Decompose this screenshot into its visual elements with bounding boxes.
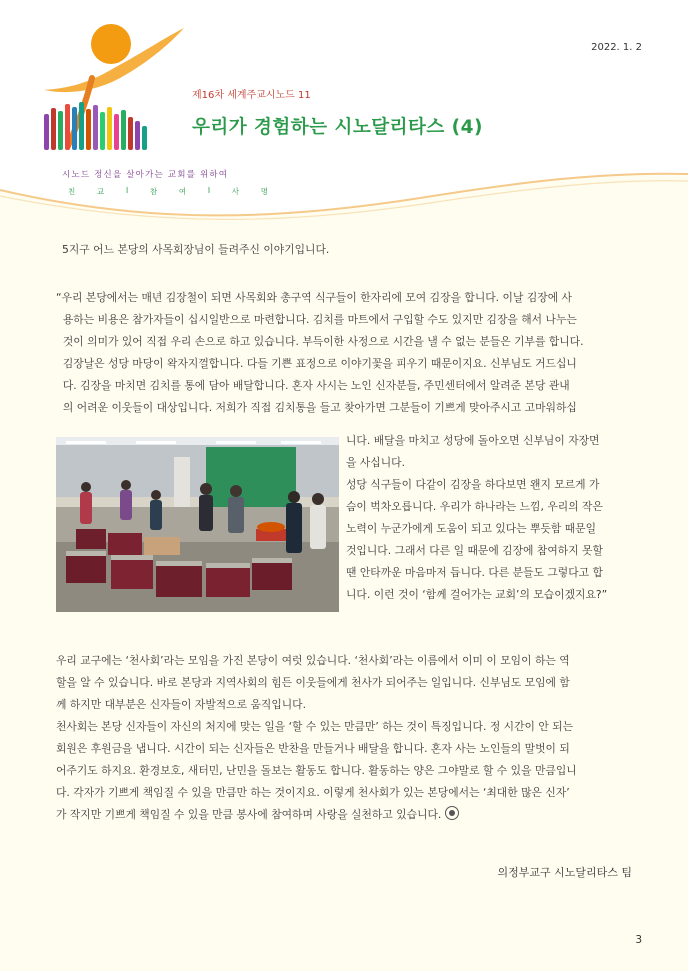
text-line: 성당 식구들이 다같이 김장을 하다보면 왠지 모르게 가: [346, 478, 600, 491]
text-line: 어주기도 하지요. 환경보호, 새터민, 난민을 돌보는 활동도 합니다. 활동하는 양은 그야말로 할 수 있을 만큼입니: [56, 764, 577, 777]
text-line: 땐 안타까운 마음마저 듭니다. 다른 분들도 그렇다고 합: [346, 566, 603, 579]
text-line: 천사회는 본당 신자들이 자신의 처지에 맞는 일을 ‘할 수 있는 만큼만’ 하는 것이 특징입니다. 정 시간이 안 되는: [56, 720, 574, 733]
text-line: 것이 의미가 있어 직접 우리 손으로 하고 있습니다. 부득이한 사정으로 시간을 낼 수 없는 분들은 기부를 합니다.: [56, 335, 584, 348]
text-line: 다. 김장을 마치면 김치를 통에 담아 배달합니다. 혼자 사시는 노인 신자분들, 주민센터에서 알려준 본당 관내: [56, 379, 570, 392]
keyword-divider: I: [207, 186, 211, 195]
text-line: 니다. 이런 것이 ‘함께 걸어가는 교회’의 모습이겠지요?”: [346, 588, 608, 601]
testimony-quote-side: [346, 430, 607, 606]
series-label: 제16차 세계주교시노드 11: [192, 90, 311, 101]
keyword-char: 참: [149, 187, 158, 196]
intro-paragraph: 5지구 어느 본당의 사목회장님이 들려주신 이야기입니다.: [62, 243, 330, 256]
text-line: 용하는 비용은 참가자들이 십시일반으로 마련합니다. 김치를 마트에서 구입할 수도 있지만 김장을 해서 나누는: [56, 313, 577, 326]
page-number: 3: [635, 934, 642, 946]
text-line: 니다. 배달을 마치고 성당에 돌아오면 신부님이 자장면: [346, 434, 600, 447]
text-line: 을 사십니다.: [346, 456, 406, 469]
end-mark-icon: [445, 806, 459, 820]
text-line-last: [56, 804, 577, 826]
page-header: [0, 0, 688, 215]
keyword-divider: I: [125, 186, 129, 195]
text-line: 노력이 누군가에게 도움이 되고 있다는 뿌듯함 때문일: [346, 522, 597, 535]
text-line: 할을 알 수 있습니다. 바로 본당과 지역사회의 힘든 이웃들에게 천사가 되어주는 일입니다. 신부님도 모임에 함: [56, 676, 570, 689]
testimony-quote-top: [56, 287, 584, 419]
keyword-char: 명: [260, 187, 268, 196]
text-line: 것입니다. 그래서 다른 일 때문에 김장에 참여하지 못할: [346, 544, 603, 557]
keyword-char: 친: [68, 187, 76, 196]
issue-date: 2022. 1. 2: [591, 42, 642, 53]
synod-slogan: 시노드 정신을 살아가는 교회를 위하여: [62, 170, 229, 180]
text-line: 다. 각자가 기쁘게 책임질 수 있을 만큼만 하는 것이지요. 이렇게 천사회가 있는 본당에서는 ‘최대한 많은 신자’: [56, 786, 570, 799]
author-signature: 의정부교구 시노달리타스 팀: [497, 866, 632, 879]
text-line: 의 어려운 이웃들이 대상입니다. 저희가 직접 김치통을 들고 찾아가면 그분들이 기쁘게 맞아주시고 고마워하십: [56, 401, 577, 414]
cheonsahoe-paragraph: [56, 650, 577, 826]
text-line: 우리 교구에는 ‘천사회’라는 모임을 가진 본당이 여럿 있습니다. ‘천사회’라는 이름에서 이미 이 모임이 하는 역: [56, 654, 570, 667]
keyword-char: 교: [96, 187, 105, 196]
keyword-char: 사: [231, 187, 239, 196]
synod-keywords: [68, 186, 268, 197]
text-line: 께 하지만 대부분은 신자들이 자발적으로 움직입니다.: [56, 698, 307, 711]
text-line: 슴이 벅차오릅니다. 우리가 하나라는 느낌, 우리의 작은: [346, 500, 603, 513]
keyword-char: 여: [178, 187, 187, 196]
text-line: 가 작지만 기쁘게 책임질 수 있을 만큼 봉사에 참여하며 사랑을 실천하고 있습니다.: [56, 808, 442, 821]
synod-logo: [34, 18, 194, 163]
text-line: 회원은 후원금을 냅니다. 시간이 되는 신자들은 반찬을 만들거나 배달을 합니다. 혼자 사는 노인들의 말벗이 되: [56, 742, 570, 755]
kimchi-making-photo: [56, 437, 339, 612]
page-title: 우리가 경험하는 시노달리타스 (4): [192, 117, 483, 138]
text-line: 김장날은 성당 마당이 왁자지껄합니다. 다들 기쁜 표정으로 이야기꽃을 피우기 때문이지요. 신부님도 거드십니: [56, 357, 577, 370]
text-line: “우리 본당에서는 매년 김장철이 되면 사목회와 총구역 식구들이 한자리에 모여 김장을 합니다. 이날 김장에 사: [56, 291, 572, 304]
